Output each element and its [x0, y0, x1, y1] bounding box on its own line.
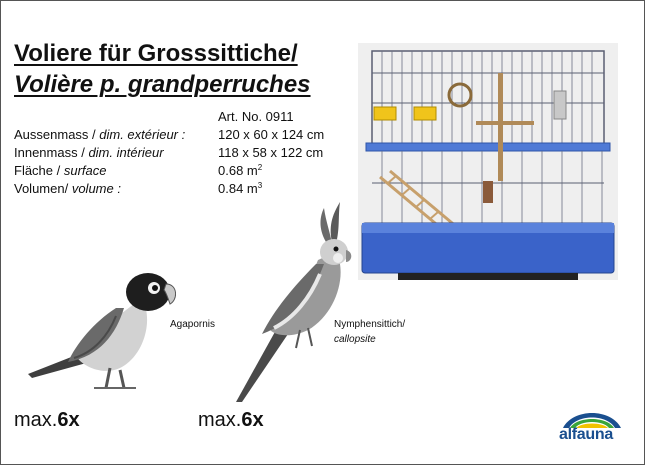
brand-logo-text: alfauna — [559, 426, 613, 443]
spec-value-inner: 118 x 58 x 122 cm — [218, 145, 324, 160]
cage-photo — [358, 43, 618, 280]
spec-value-surface: 0.68 $m^2$ — [218, 163, 263, 178]
max-count-lovebird: max.6x — [14, 409, 80, 431]
spec-value-volume: 0.84 $m^3$ — [218, 181, 263, 196]
lovebird-image — [24, 270, 176, 395]
page-title — [14, 38, 311, 100]
spec-label-inner: Innenmass / dim. intérieur — [14, 145, 164, 160]
unit-exponent: 2 — [257, 163, 263, 172]
max-count-cockatiel: max.6x — [198, 409, 264, 431]
title-line-fr: Volière p. grandperruches — [14, 71, 311, 98]
caption-cockatiel-de: Nymphensittich/ — [334, 319, 406, 330]
spec-label-surface: Fläche / surface — [14, 163, 107, 178]
cockatiel-image — [232, 202, 352, 404]
spec-label-outer: Aussenmass / dim. extérieur : — [14, 127, 186, 142]
unit-exponent: 3 — [257, 181, 263, 190]
caption-lovebird: Agapornis — [170, 319, 216, 330]
title-line-de: Voliere für Grosssittiche/ — [14, 40, 298, 67]
spec-value-outer: 120 x 60 x 124 cm — [218, 127, 325, 142]
article-number: Art. No. 0911 — [218, 109, 294, 124]
spec-label-volume: Volumen/ volume : — [14, 181, 121, 196]
caption-cockatiel-fr: callopsite — [334, 334, 376, 345]
